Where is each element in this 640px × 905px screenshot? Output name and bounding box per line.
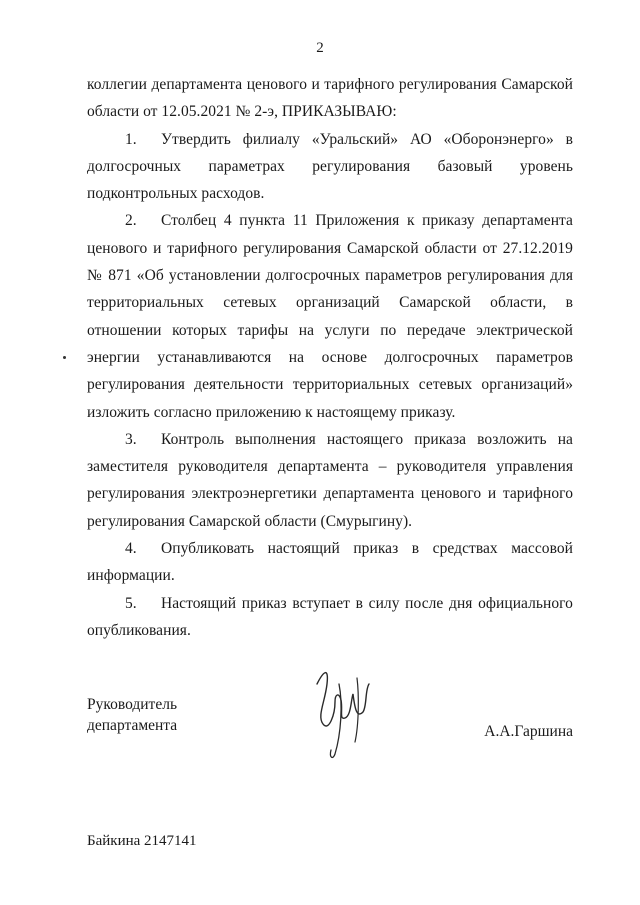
order-item-5: [87, 590, 573, 645]
item-number: 5.: [125, 594, 137, 612]
signatory-title-line-2: департамента: [87, 717, 178, 734]
executor-note: Байкина 2147141: [87, 833, 197, 849]
page-number: 2: [316, 40, 324, 56]
order-body: [87, 71, 573, 644]
signatory-title: [87, 694, 177, 736]
item-text: Опубликовать настоящий приказ в средствах массовой информации.: [87, 540, 573, 585]
order-item-1: [87, 126, 573, 208]
item-text: Столбец 4 пункта 11 Приложения к приказу департамента ценового и тарифного регулирования Самарской области от 27.12.2019 № 871 «Об установлении долгосрочных параметров регулирования для территориальных сетевых организаций Самарской области, в отношении которых тарифы на услуги по передаче электрической энергии устанавливаются на основе долгосрочных параметров регулирования деятельности территориальных сетевых организаций» изложить согласно приложению к настоящему приказу.: [87, 212, 573, 421]
item-number: 4.: [125, 540, 137, 558]
item-text: Настоящий приказ вступает в силу после дня официального опубликования.: [87, 594, 573, 639]
handwritten-signature: [309, 654, 379, 764]
signatory-name: А.А.Гаршина: [484, 723, 573, 740]
scan-speck: [63, 356, 66, 359]
intro-paragraph: коллегии департамента ценового и тарифного регулирования Самарской области от 12.05.2021 № 2-э, ПРИКАЗЫВАЮ:: [87, 76, 573, 121]
order-item-2: [87, 207, 573, 425]
order-item-3: [87, 426, 573, 535]
item-text: Контроль выполнения настоящего приказа возложить на заместителя руководителя департамента – руководителя управления регулирования электроэнергетики департамента ценового и тарифного регулирования Самарской области (Смурыгину).: [87, 430, 573, 530]
order-item-4: [87, 535, 573, 590]
item-number: 1.: [125, 130, 137, 148]
signature-block: [87, 694, 573, 764]
signatory-title-line-1: Руководитель: [87, 696, 178, 713]
item-number: 2.: [125, 212, 137, 230]
item-text: Утвердить филиалу «Уральский» АО «Оборонэнерго» в долгосрочных параметрах регулирования базовый уровень подконтрольных расходов.: [87, 130, 573, 203]
item-number: 3.: [125, 430, 137, 448]
